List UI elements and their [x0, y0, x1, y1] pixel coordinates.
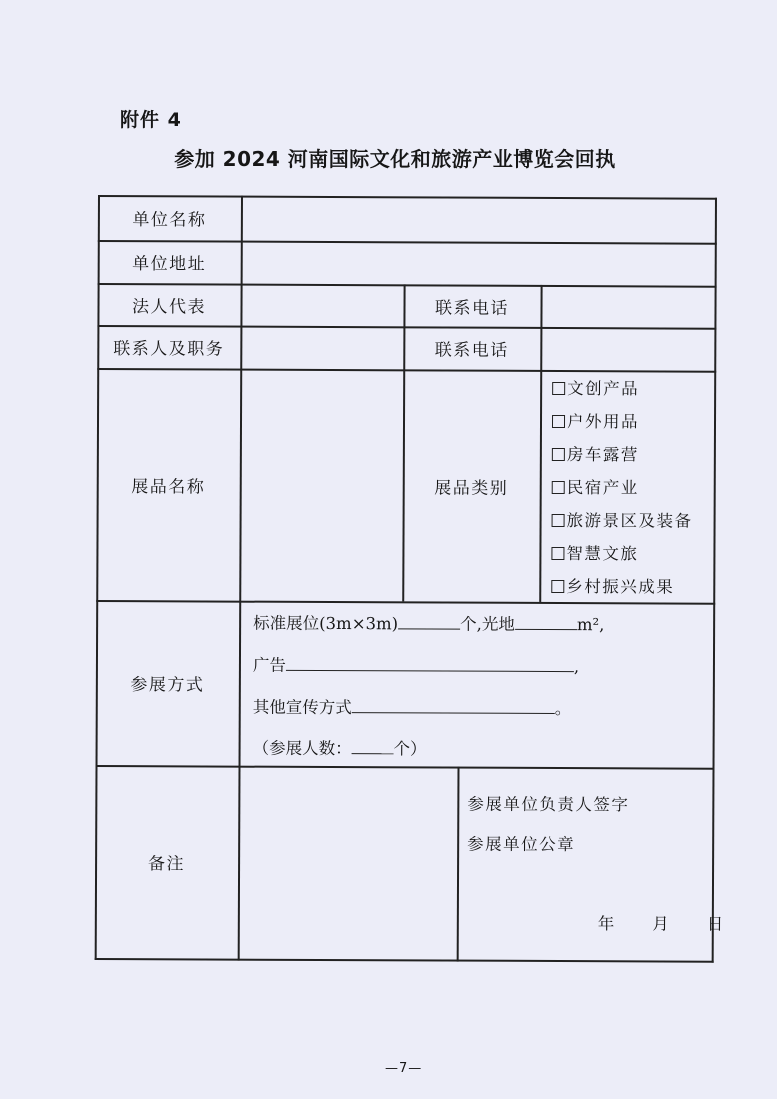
checkbox-icon[interactable] — [552, 415, 565, 428]
unit-address-label: 单位地址 — [132, 254, 207, 275]
category-option[interactable] — [552, 405, 717, 439]
unit-address-value[interactable] — [243, 243, 713, 285]
participation-label: 参展方式 — [130, 675, 205, 696]
unit-m2-label: m², — [576, 615, 605, 635]
receipt-form-table — [95, 195, 724, 963]
contact-person-value[interactable] — [242, 328, 402, 369]
legal-rep-value[interactable] — [242, 286, 402, 326]
date-month: 月 — [652, 914, 669, 934]
exhibit-category-options — [551, 372, 717, 604]
checkbox-icon[interactable] — [552, 514, 565, 527]
category-option[interactable] — [552, 504, 717, 538]
raw-space-input[interactable] — [515, 615, 577, 630]
date-day: 日 — [706, 914, 724, 934]
ad-line — [253, 652, 579, 677]
checkbox-icon[interactable] — [552, 481, 565, 494]
ad-input[interactable] — [286, 656, 574, 672]
attendees-line — [253, 735, 427, 760]
other-promo-end-mark: 。 — [554, 698, 572, 719]
category-option[interactable] — [552, 438, 717, 472]
attendees-suffix: 个） — [393, 739, 427, 759]
attendees-input[interactable] — [352, 739, 394, 754]
phone-label-2: 联系电话 — [434, 340, 509, 361]
other-promo-label: 其他宣传方式 — [252, 697, 352, 718]
category-option[interactable] — [552, 372, 717, 406]
booth-line — [253, 610, 604, 636]
date-year: 年 — [597, 914, 615, 934]
document-title: 参加 2024 河南国际文化和旅游产业博览会回执 — [174, 147, 616, 171]
remarks-value[interactable] — [240, 768, 457, 959]
exhibit-category-label: 展品类别 — [434, 477, 509, 499]
category-option[interactable] — [551, 570, 716, 604]
ad-label: 广告 — [252, 655, 286, 675]
table-border-bottom — [95, 958, 714, 962]
category-label: 智慧文旅 — [566, 544, 639, 564]
column-divider — [457, 767, 459, 962]
other-promo-line — [253, 694, 572, 719]
legal-rep-label: 法人代表 — [131, 296, 207, 317]
page-number: —7— — [385, 1061, 423, 1076]
signature-date — [598, 910, 724, 935]
seal-label: 参展单位公章 — [467, 834, 576, 855]
booth-count-input[interactable] — [398, 614, 460, 629]
unit-ge-label: 个, — [460, 614, 482, 634]
remarks-label: 备注 — [148, 854, 186, 875]
raw-space-label: 光地 — [481, 614, 515, 634]
attachment-label: 附件 4 — [120, 109, 182, 131]
attendees-prefix: （参展人数： — [252, 738, 352, 759]
phone-label-1: 联系电话 — [434, 297, 510, 319]
category-label: 旅游景区及装备 — [566, 511, 693, 531]
unit-name-label: 单位名称 — [132, 210, 207, 231]
exhibit-name-label: 展品名称 — [131, 476, 206, 497]
standard-booth-label: 标准展位(3m×3m) — [253, 613, 399, 634]
ad-end-mark: , — [573, 657, 580, 677]
checkbox-icon[interactable] — [552, 382, 565, 395]
contact-person-label: 联系人及职务 — [113, 339, 225, 360]
checkbox-icon[interactable] — [551, 580, 564, 593]
phone-value-2[interactable] — [542, 329, 712, 370]
phone-value-1[interactable] — [542, 287, 712, 327]
category-option[interactable] — [552, 471, 717, 505]
category-option[interactable] — [551, 537, 716, 571]
other-promo-input[interactable] — [352, 698, 555, 714]
checkbox-icon[interactable] — [552, 448, 565, 461]
category-label: 户外用品 — [566, 412, 640, 432]
unit-name-value[interactable] — [243, 198, 713, 242]
checkbox-icon[interactable] — [551, 547, 564, 560]
signature-label: 参展单位负责人签字 — [467, 794, 630, 815]
exhibit-name-value[interactable] — [241, 371, 402, 601]
category-label: 乡村振兴成果 — [566, 577, 675, 597]
category-label: 民宿产业 — [566, 478, 639, 498]
category-label: 房车露营 — [566, 445, 639, 465]
category-label: 文创产品 — [567, 379, 640, 399]
